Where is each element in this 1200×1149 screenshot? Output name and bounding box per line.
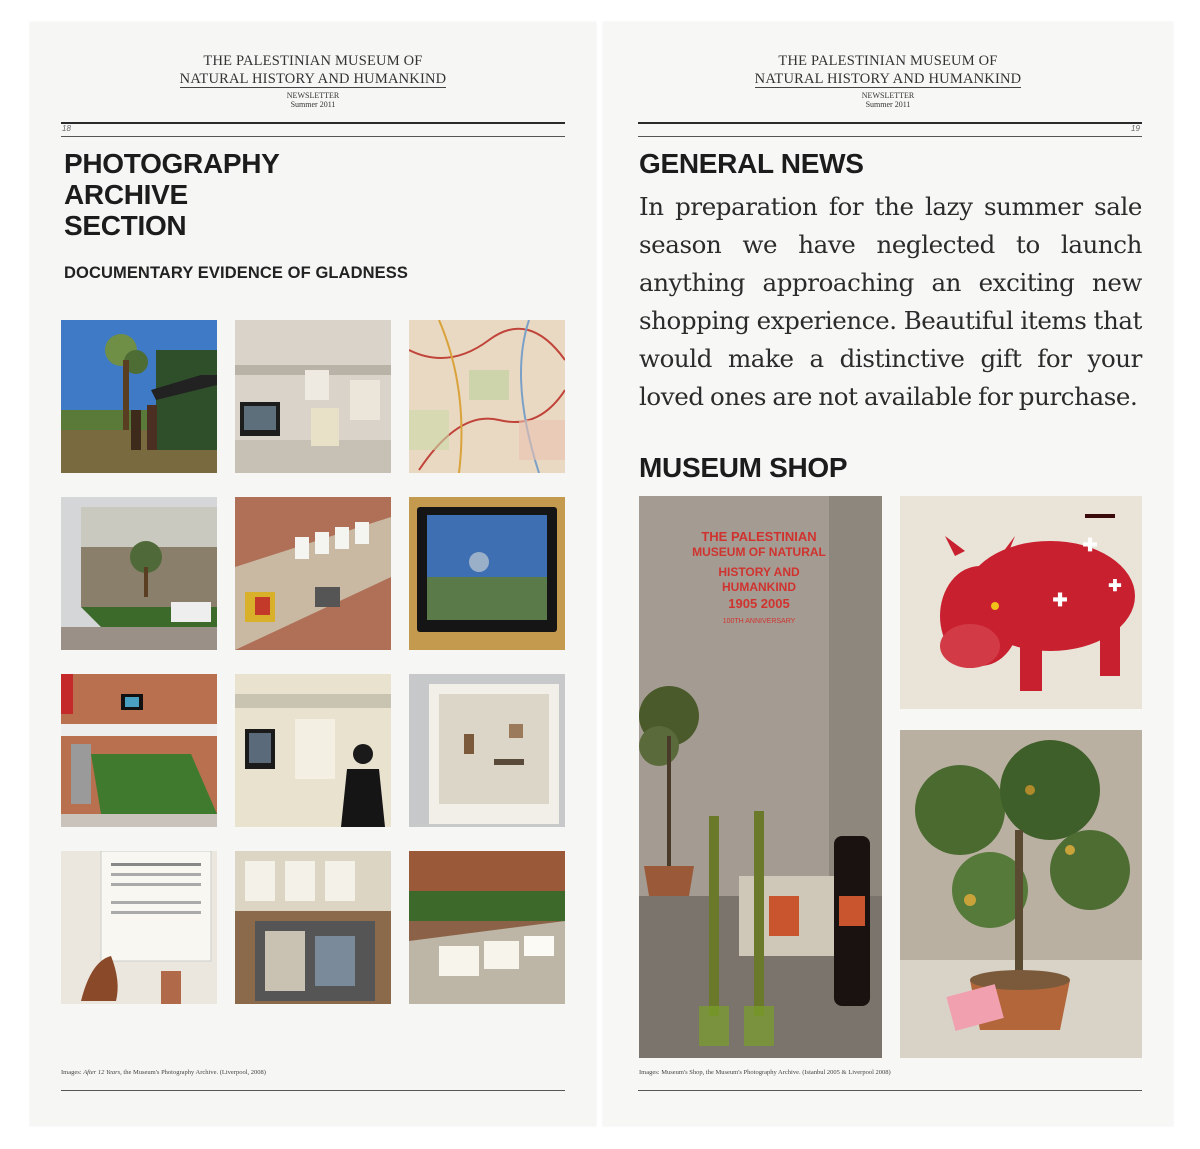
masthead-newsletter: NEWSLETTER (286, 91, 340, 100)
section-subheading: DOCUMENTARY EVIDENCE OF GLADNESS (64, 264, 408, 282)
photo-gallery-wide (61, 674, 217, 827)
top-rule (638, 122, 1142, 124)
sign-line: MUSEUM OF NATURAL (692, 545, 826, 559)
masthead-issue: Summer 2011 (290, 100, 336, 109)
left-page (30, 22, 596, 1126)
photo-gallery-monitor (235, 320, 391, 473)
thin-rule (638, 136, 1142, 137)
masthead-left (30, 52, 596, 109)
photo-display-case-artifacts (409, 674, 565, 827)
photo-wall-text-sculpture (61, 851, 217, 1004)
photo-display-table-books (235, 497, 391, 650)
museum-shop-heading: MUSEUM SHOP (639, 452, 848, 483)
top-rule (61, 122, 565, 124)
sign-line: 1905 2005 (728, 596, 790, 611)
right-caption: Images: Museum's Shop, the Museum's Photography Archive. (Istanbul 2005 & Liverpool 2008) (639, 1069, 891, 1076)
heading-line: SECTION (64, 210, 187, 241)
page-number: 18 (62, 124, 71, 133)
thin-rule (61, 136, 565, 137)
masthead-issue: Summer 2011 (865, 100, 911, 109)
photo-open-books-landscape (409, 851, 565, 1004)
section-heading (64, 148, 280, 241)
general-news-heading: GENERAL NEWS (639, 148, 864, 179)
masthead-newsletter: NEWSLETTER (861, 91, 915, 100)
photo-olive-tree (900, 730, 1142, 1058)
bottom-rule (638, 1090, 1142, 1091)
sign-line: HISTORY AND (718, 565, 800, 579)
sign-line: 100TH ANNIVERSARY (722, 618, 796, 625)
svg-text:✚: ✚ (1052, 590, 1068, 610)
svg-text:✚: ✚ (1082, 535, 1098, 555)
sign-line: THE PALESTINIAN (701, 529, 817, 544)
right-page (603, 22, 1173, 1126)
masthead-line1: THE PALESTINIAN MUSEUM OF (778, 53, 998, 69)
general-news-body: In preparation for the lazy summer sale season we have neglected to launch anything approaching an exciting new shopping experience. Beautiful items that would make a distinctive gift for your loved ones are not available for purchase. (639, 192, 1142, 411)
left-caption: Images: After 12 Years, the Museum's Photography Archive. (Liverpool, 2008) (61, 1069, 266, 1076)
photo-grid (61, 320, 565, 1006)
page-number: 19 (1131, 124, 1140, 133)
photo-red-cow-bank (900, 496, 1142, 709)
photo-map (409, 320, 565, 473)
photo-books-on-table (235, 851, 391, 1004)
svg-text:✚: ✚ (1108, 578, 1122, 595)
masthead-line2: NATURAL HISTORY AND HUMANKIND (754, 71, 1022, 87)
masthead-right (603, 52, 1173, 109)
photo-glass-case-landscape (61, 497, 217, 650)
photo-monitor-screen (409, 497, 565, 650)
heading-line: PHOTOGRAPHY (64, 148, 280, 179)
photo-visitor-gallery (235, 674, 391, 827)
bottom-rule (61, 1090, 565, 1091)
sign-line: HUMANKIND (722, 580, 796, 594)
heading-line: ARCHIVE (64, 179, 188, 210)
masthead-line1: THE PALESTINIAN MUSEUM OF (203, 53, 423, 69)
photo-tree-planting (61, 320, 217, 473)
masthead-line2: NATURAL HISTORY AND HUMANKIND (179, 71, 447, 87)
photo-shop-display (639, 496, 882, 1058)
